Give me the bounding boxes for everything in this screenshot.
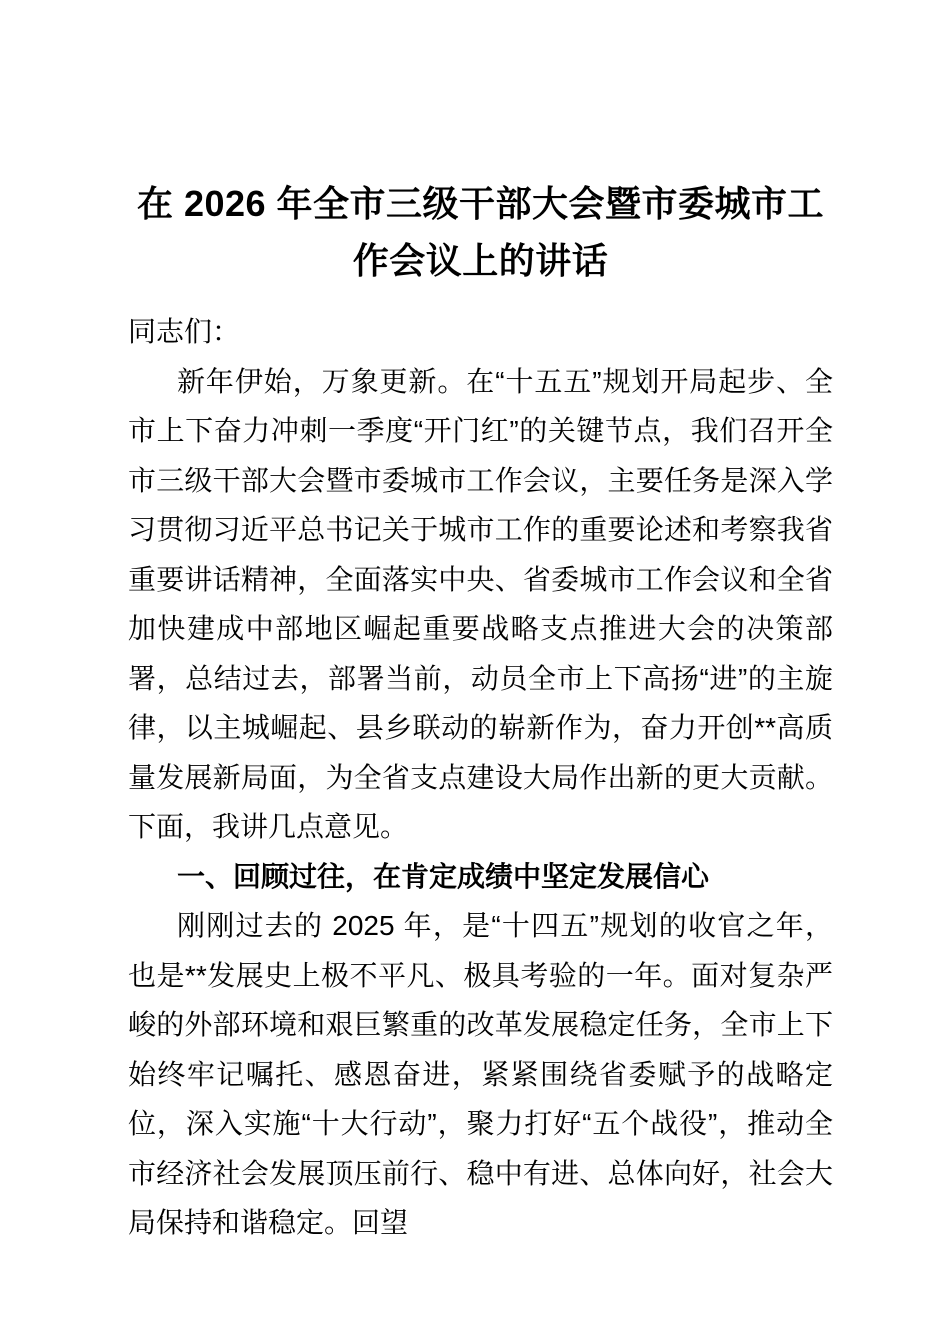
paragraph-section-1-body: 刚刚过去的 2025 年，是“十四五”规划的收官之年，也是**发展史上极不平凡、极具考验的一年。面对复杂严峻的外部环境和艰巨繁重的改革发展稳定任务，全市上下始终牢记嘱托、感恩奋进，紧紧围绕省委赋予的战略定位，深入实施“十大行动”，聚力打好“五个战役”，推动全市经济社会发展顶压前行、稳中有进、总体向好，社会大局保持和谐稳定。回望 — [128, 910, 833, 1238]
document-title: 在 2026 年全市三级干部大会暨市委城市工作会议上的讲话 — [136, 183, 825, 281]
salutation: 同志们： — [128, 316, 241, 347]
section-heading-1: 一、回顾过往，在肯定成绩中坚定发展信心 — [177, 860, 710, 892]
paragraph-opening: 新年伊始，万象更新。在“十五五”规划开局起步、全市上下奋力冲刺一季度“开门红”的关键节点，我们召开全市三级干部大会暨市委城市工作会议，主要任务是深入学习贯彻习近平总书记关于城市工作的重要论述和考察我省重要讲话精神，全面落实中央、省委城市工作会议和全省加快建成中部地区崛起重要战略支点推进大会的决策部署，总结过去，部署当前，动员全市上下高扬“进”的主旋律，以主城崛起、县乡联动的崭新作为，奋力开创**高质量发展新局面，为全省支点建设大局作出新的更大贡献。下面，我讲几点意见。 — [128, 365, 833, 842]
document-content — [128, 175, 833, 1248]
